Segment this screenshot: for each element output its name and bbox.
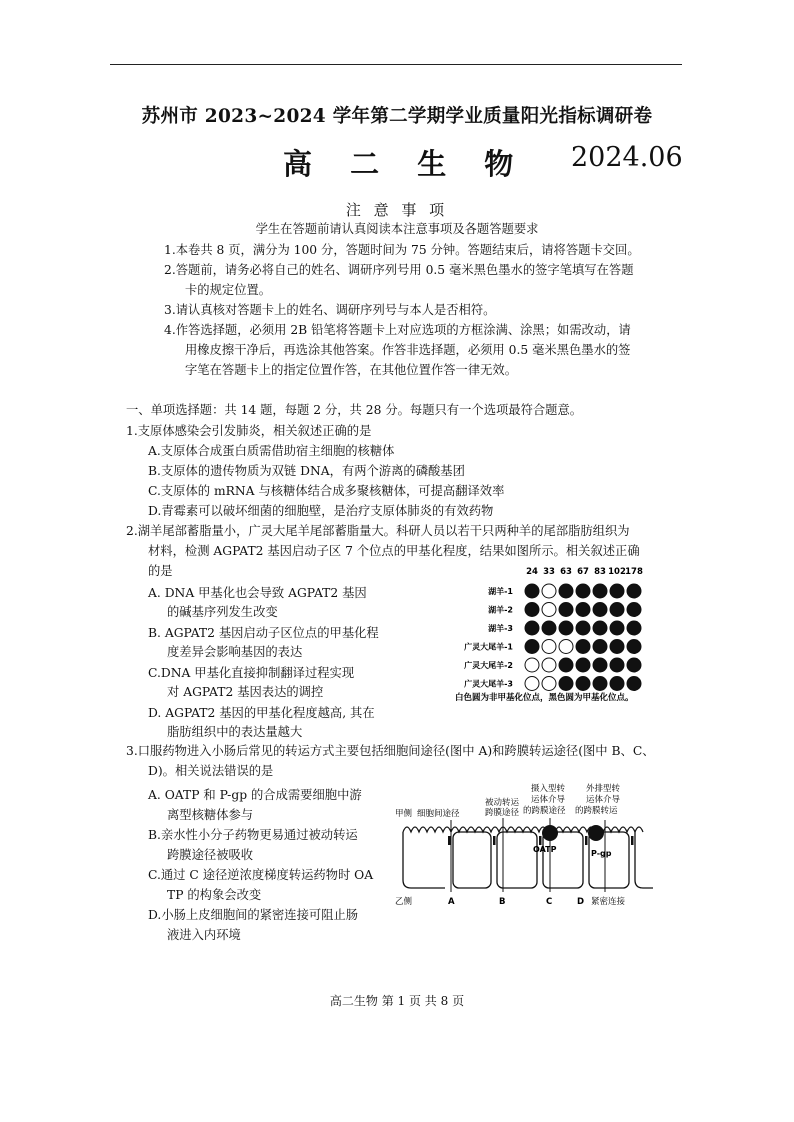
tight-junction-label: 紧密连接 [591, 897, 626, 907]
side-bottom-label: 乙侧 [395, 897, 413, 907]
methylated-site-dot [576, 677, 590, 691]
sample-label: 湖羊-1 [488, 587, 513, 596]
sample-label: 广灵大尾羊-3 [464, 679, 513, 689]
sample-label: 广灵大尾羊-2 [464, 661, 513, 670]
methylated-site-dot [542, 621, 556, 635]
cpg-position-label: 83 [594, 567, 606, 577]
methylated-site-dot [610, 640, 624, 654]
cpg-position-label: 178 [625, 567, 643, 577]
route-d-label-3: 的跨膜转运 [575, 806, 618, 816]
q2-option-a-cont: 的碱基序列发生改变 [167, 605, 278, 619]
route-a-marker: A [448, 897, 455, 907]
unmethylated-site-dot [525, 677, 539, 691]
q2-stem-1: 2.湖羊尾部蓄脂量小，广灵大尾羊尾部蓄脂量大。科研人员以若干只两种羊的尾部脂肪组织为 [126, 524, 630, 538]
q2-option-a: A. DNA 甲基化也会导致 AGPAT2 基因 [148, 586, 367, 600]
notice-item-1: 1.本卷共 8 页，满分为 100 分，答题时间为 75 分钟。答题结束后，请将答题卡交回。 [164, 243, 640, 257]
oatp-transporter [542, 825, 558, 841]
methylated-site-dot [593, 677, 607, 691]
q2-option-c-cont: 对 AGPAT2 基因表达的调控 [167, 685, 324, 699]
notice-item-4: 4.作答选择题，必须用 2B 铅笔将答题卡上对应选项的方框涂满、涂黑；如需改动，请 [164, 323, 631, 337]
methylated-site-dot [610, 658, 624, 672]
cpg-position-label: 33 [543, 567, 555, 577]
sample-label: 湖羊-2 [488, 605, 513, 615]
q2-option-d-cont: 脂肪组织中的表达量越大 [167, 725, 303, 739]
route-c-marker: C [546, 897, 553, 907]
methylated-site-dot [593, 658, 607, 672]
q1-option-b: B.支原体的遗传物质为双链 DNA，有两个游离的磷酸基团 [148, 464, 465, 478]
methylated-site-dot [593, 640, 607, 654]
pgp-transporter [588, 825, 604, 841]
q3-stem-2: D)。相关说法错误的是 [148, 764, 274, 778]
methylated-site-dot [610, 677, 624, 691]
methylated-site-dot [576, 658, 590, 672]
cpg-position-label: 102 [608, 567, 626, 577]
unmethylated-site-dot [542, 603, 556, 617]
pgp-label: P-gp [591, 849, 612, 858]
route-c-label-3: 的跨膜途径 [523, 806, 566, 816]
methylated-site-dot [559, 621, 573, 635]
q3-option-c: C.通过 C 途径逆浓度梯度转运药物时 OA [148, 868, 374, 882]
methylated-site-dot [627, 677, 641, 691]
unmethylated-site-dot [542, 658, 556, 672]
notice-item-4-cont1: 用橡皮擦干净后，再选涂其他答案。作答非选择题，必须用 0.5 毫米黑色墨水的签 [185, 343, 631, 357]
epithelial-cells [403, 832, 653, 888]
notice-item-2: 2.答题前，请务必将自己的姓名、调研序列号用 0.5 毫米黑色墨水的签字笔填写在答题 [164, 263, 634, 277]
methylated-site-dot [576, 603, 590, 617]
unmethylated-site-dot [542, 677, 556, 691]
header-rule [110, 64, 682, 65]
notice-title: 注 意 事 项 [345, 201, 449, 219]
methylated-site-dot [593, 621, 607, 635]
transport-figure [395, 780, 660, 910]
q2-option-d: D. AGPAT2 基因的甲基化程度越高, 其在 [148, 706, 375, 720]
methylated-site-dot [525, 603, 539, 617]
methylation-figure [445, 562, 670, 708]
methylated-site-dot [593, 584, 607, 598]
route-d-label-1: 外排型转 [586, 784, 621, 794]
cpg-position-label: 63 [560, 567, 572, 577]
route-c-label-1: 摄入型转 [531, 784, 566, 794]
notice-intro: 学生在答题前请认真阅读本注意事项及各题答题要求 [255, 222, 539, 236]
notice-item-3: 3.请认真核对答题卡上的姓名、调研序列号与本人是否相符。 [164, 303, 496, 317]
q1-stem: 1.支原体感染会引发肺炎，相关叙述正确的是 [126, 424, 372, 438]
unmethylated-site-dot [542, 584, 556, 598]
microvilli-border [403, 827, 643, 832]
methylated-site-dot [559, 658, 573, 672]
section-heading: 一、单项选择题：共 14 题，每题 2 分，共 28 分。每题只有一个选项最符合题意。 [126, 403, 583, 417]
cpg-position-label: 24 [526, 567, 538, 577]
route-c-label-2: 运体介导 [531, 795, 566, 805]
cpg-position-label: 67 [577, 567, 589, 577]
methylation-caption: 白色圆为非甲基化位点，黑色圆为甲基化位点。 [455, 693, 634, 703]
sample-label: 湖羊-3 [488, 624, 513, 633]
methylated-site-dot [576, 584, 590, 598]
q2-option-b: B. AGPAT2 基因启动子区位点的甲基化程 [148, 626, 379, 640]
methylated-site-dot [627, 621, 641, 635]
q1-option-d: D.青霉素可以破坏细菌的细胞壁，是治疗支原体肺炎的有效药物 [148, 504, 494, 518]
q2-option-b-cont: 度差异会影响基因的表达 [167, 645, 303, 659]
q3-option-a: A. OATP 和 P-gp 的合成需要细胞中游 [148, 788, 362, 802]
q1-option-c: C.支原体的 mRNA 与核糖体结合成多聚核糖体，可提高翻译效率 [148, 484, 505, 498]
q3-option-b: B.亲水性小分子药物更易通过被动转运 [148, 828, 358, 842]
methylated-site-dot [559, 603, 573, 617]
methylated-site-dot [525, 640, 539, 654]
methylated-site-dot [610, 621, 624, 635]
q3-stem-1: 3.口服药物进入小肠后常见的转运方式主要包括细胞间途径(图中 A)和跨膜转运途径(图中 B、C、 [126, 744, 655, 758]
methylated-site-dot [559, 677, 573, 691]
oatp-label: OATP [533, 845, 557, 854]
methylated-site-dot [576, 621, 590, 635]
page-footer: 高二生物 第 1 页 共 8 页 [329, 994, 465, 1008]
methylated-site-dot [627, 584, 641, 598]
q3-option-d: D.小肠上皮细胞间的紧密连接可阻止肠 [148, 908, 359, 922]
route-d-marker: D [577, 897, 585, 907]
methylated-site-dot [525, 584, 539, 598]
notice-item-2-cont: 卡的规定位置。 [185, 283, 272, 297]
route-a-label: 细胞间途径 [417, 809, 460, 819]
methylated-site-dot [576, 640, 590, 654]
exam-title: 苏州市 2023~2024 学年第二学期学业质量阳光指标调研卷 [141, 106, 653, 127]
sample-label: 广灵大尾羊-1 [464, 642, 513, 652]
route-d-label-2: 运体介导 [586, 795, 621, 805]
methylated-site-dot [610, 584, 624, 598]
q2-stem-3: 的是 [148, 564, 173, 578]
unmethylated-site-dot [542, 640, 556, 654]
q3-option-b-cont: 跨膜途径被吸收 [167, 848, 254, 862]
subject-title: 高 二 生 物 [283, 147, 528, 181]
q3-option-c-cont: TP 的构象会改变 [167, 888, 262, 902]
q2-stem-2: 材料，检测 AGPAT2 基因启动子区 7 个位点的甲基化程度，结果如图所示。相关叙述正确 [148, 544, 640, 558]
unmethylated-site-dot [559, 640, 573, 654]
route-b-label-1: 被动转运 [485, 798, 520, 808]
side-top-label: 甲侧 [395, 809, 413, 819]
q1-option-a: A.支原体合成蛋白质需借助宿主细胞的核糖体 [148, 444, 395, 458]
exam-date: 2024.06 [571, 142, 683, 173]
q3-option-a-cont: 离型核糖体参与 [167, 808, 254, 822]
q3-option-d-cont: 液进入内环境 [167, 928, 241, 942]
methylated-site-dot [610, 603, 624, 617]
route-b-marker: B [499, 897, 506, 907]
q2-option-c: C.DNA 甲基化直接抑制翻译过程实现 [148, 666, 355, 680]
methylated-site-dot [627, 603, 641, 617]
methylated-site-dot [525, 621, 539, 635]
methylated-site-dot [627, 640, 641, 654]
notice-item-4-cont2: 字笔在答题卡上的指定位置作答，在其他位置作答一律无效。 [185, 363, 518, 377]
methylated-site-dot [593, 603, 607, 617]
route-b-label-2: 跨膜途径 [485, 808, 520, 818]
unmethylated-site-dot [525, 658, 539, 672]
tight-junction-marks [448, 836, 634, 845]
methylated-site-dot [627, 658, 641, 672]
methylated-site-dot [559, 584, 573, 598]
